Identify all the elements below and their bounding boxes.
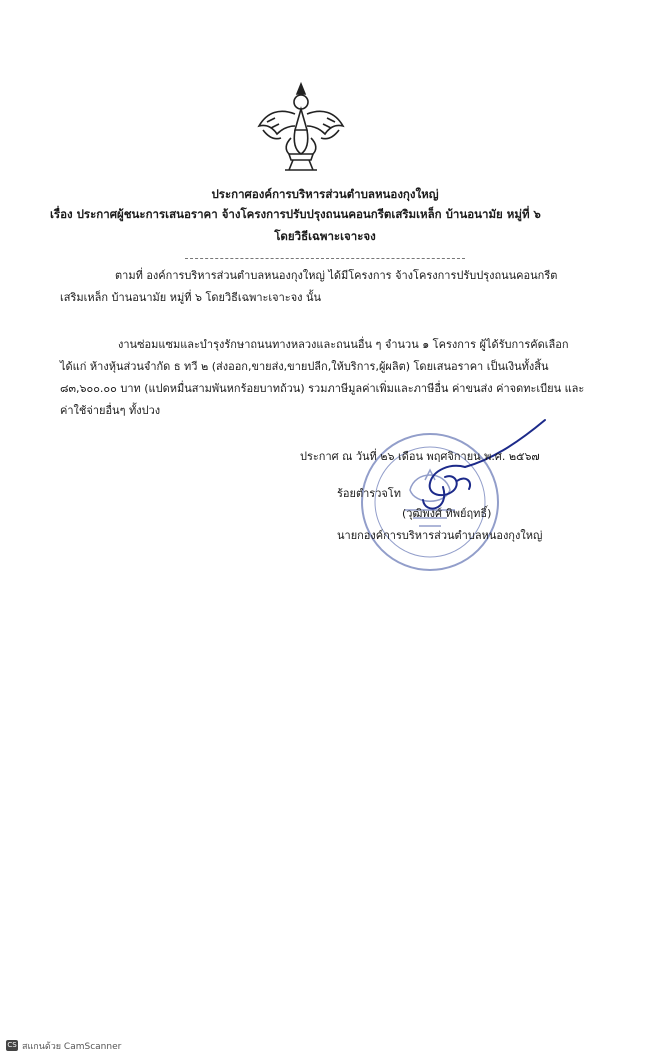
paragraph1-line: เสริมเหล็ก บ้านอนามัย หมู่ที่ ๖ โดยวิธีเฉพาะเจาะจง นั้น: [60, 291, 322, 304]
paragraph2-line: ค่าใช้จ่ายอื่นๆ ทั้งปวง: [60, 404, 161, 417]
document-subject: เรื่อง ประกาศผู้ชนะการเสนอราคา จ้างโครงการปรับปรุงถนนคอนกรีตเสริมเหล็ก บ้านอนามัย หมู่ที่ ๖: [50, 207, 541, 221]
signer-name: (วุฒิพงศ์ ทิพย์ฤทธิ์): [402, 507, 492, 520]
announcement-date: ประกาศ ณ วันที่ ๒๖ เดือน พฤศจิกายน พ.ศ. ๒๕๖๗: [300, 450, 540, 463]
camscanner-icon: CS: [7, 1041, 17, 1049]
paragraph1-line: ตามที่ องค์การบริหารส่วนตำบลหนองกุงใหญ่ ได้มีโครงการ จ้างโครงการปรับปรุงถนนคอนกรีต: [115, 269, 558, 282]
divider: [185, 258, 465, 259]
scanner-watermark: สแกนด้วย CamScanner: [22, 1042, 122, 1052]
signer-rank: ร้อยตำรวจโท: [337, 487, 401, 500]
signer-position: นายกองค์การบริหารส่วนตำบลหนองกุงใหญ่: [337, 529, 543, 542]
paragraph2-line: ได้แก่ ห้างหุ้นส่วนจำกัด ธ ทวี ๒ (ส่งออก,ขายส่ง,ขายปลีก,ให้บริการ,ผู้ผลิต) โดยเสนอราคา เป็นเงินทั้งสิ้น: [60, 360, 549, 373]
paragraph2-line: งานซ่อมแซมและบำรุงรักษาถนนทางหลวงและถนนอื่น ๆ จำนวน ๑ โครงการ ผู้ได้รับการคัดเลือก: [118, 338, 569, 351]
procurement-method: โดยวิธีเฉพาะเจาะจง: [274, 229, 376, 243]
document-title: ประกาศองค์การบริหารส่วนตำบลหนองกุงใหญ่: [211, 187, 439, 201]
garuda-emblem-icon: [255, 78, 347, 178]
paragraph2-line: ๘๓,๖๐๐.๐๐ บาท (แปดหมื่นสามพันหกร้อยบาทถ้วน) รวมภาษีมูลค่าเพิ่มและภาษีอื่น ค่าขนส่ง ค่าจดทะเบียน และ: [60, 382, 585, 395]
